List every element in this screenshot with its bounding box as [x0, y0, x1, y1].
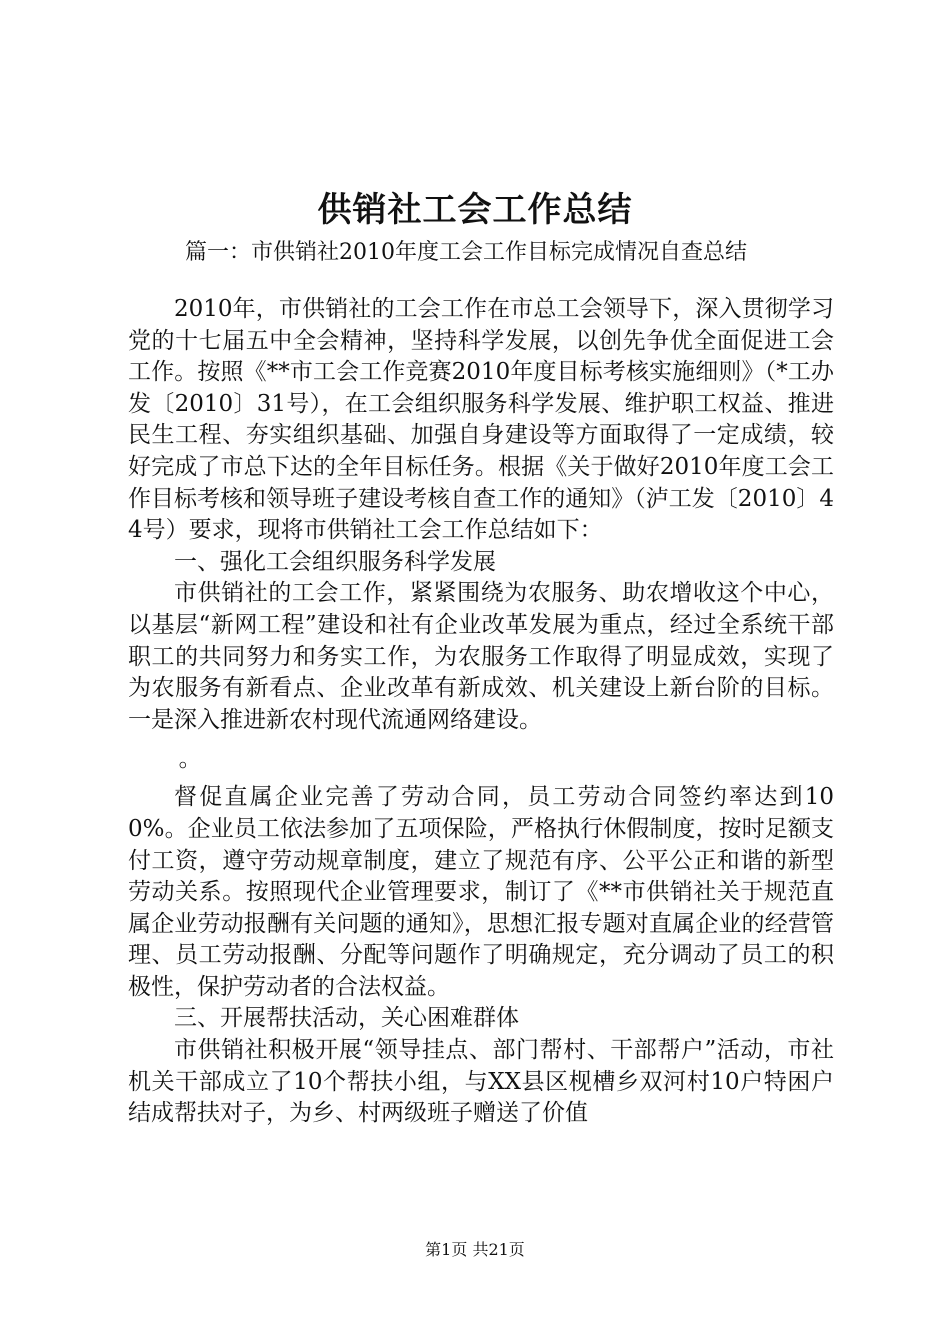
paragraph-section-1: 市供销社的工会工作，紧紧围绕为农服务、助农增收这个中心，以基层“新网工程”建设和社有企业改革发展为重点，经过全系统干部职工的共同努力和务实工作，为农服务工作取得了明显成效，实现了为农服务有新看点、企业改革有新成效、机关建设上新台阶的目标。一是深入推进新农村现代流通网络建设。 [128, 580, 834, 733]
section-heading-3: 三、开展帮扶活动，关心困难群体 [174, 1005, 519, 1032]
document-title: 供销社工会工作总结 [317, 190, 633, 230]
page-number: 第1页 共21页 [425, 1240, 525, 1259]
paragraph-labor: 督促直属企业完善了劳动合同，员工劳动合同签约率达到100%。企业员工依法参加了五项保险，严格执行休假制度，按时足额支付工资，遵守劳动规章制度，建立了规范有序、公平公正和谐的新型劳动关系。按照现代企业管理要求，制订了《**市供销社关于规范直属企业劳动报酬有关问题的通知》，思想汇报专题对直属企业的经营管理、员工劳动报酬、分配等问题作了明确规定，充分调动了员工的积极性，保护劳动者的合法权益。 [128, 784, 834, 1000]
document-body [128, 294, 834, 1130]
section-heading-1: 一、强化工会组织服务科学发展 [174, 548, 496, 575]
page-footer [0, 1238, 950, 1262]
document-subtitle: 篇一：市供销社2010年度工会工作目标完成情况自查总结 [185, 240, 747, 265]
paragraph-ellipsis: 。 [178, 746, 202, 773]
paragraph-section-3: 市供销社积极开展“领导挂点、部门帮村、干部帮户”活动，市社机关干部成立了10个帮扶小组，与XX县区枧槽乡双河村10户特困户结成帮扶对子，为乡、村两级班子赠送了价值 [128, 1037, 834, 1127]
paragraph-intro: 2010年，市供销社的工会工作在市总工会领导下，深入贯彻学习党的十七届五中全会精神，坚持科学发展，以创先争优全面促进工会工作。按照《**市工会工作竞赛2010年度目标考核实施细则》（*工办发〔2010〕31号），在工会组织服务科学发展、维护职工权益、推进民生工程、夯实组织基础、加强自身建设等方面取得了一定成绩，较好完成了市总下达的全年目标任务。根据《关于做好2010年度工会工作目标考核和领导班子建设考核自查工作的通知》（泸工发〔2010〕44号）要求，现将市供销社工会工作总结如下： [128, 296, 834, 544]
